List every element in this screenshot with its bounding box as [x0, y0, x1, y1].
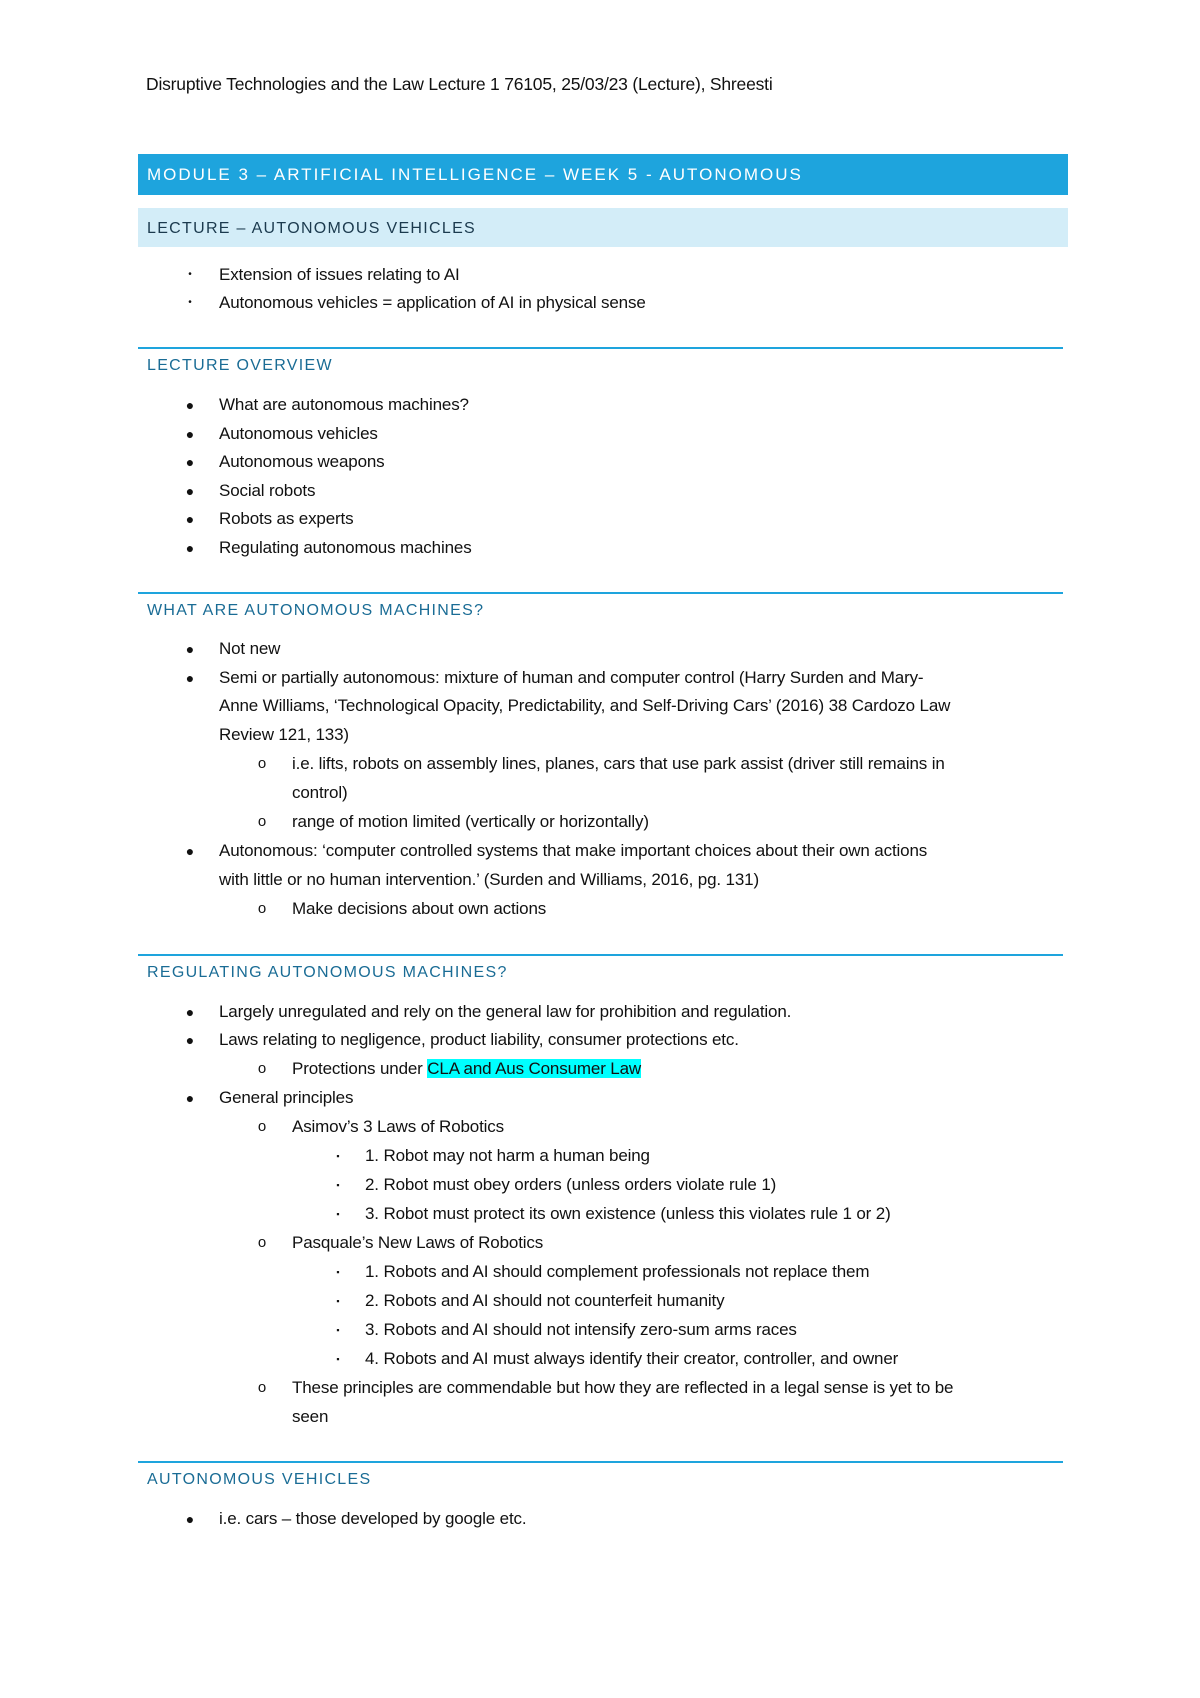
section-title-what: WHAT ARE AUTONOMOUS MACHINES?	[147, 602, 485, 619]
sub-bullet-icon: o	[257, 900, 267, 917]
bullet-icon: ●	[185, 426, 195, 442]
section-divider	[138, 347, 1063, 349]
square-bullet-icon: ▪	[336, 1267, 340, 1277]
bullet-icon: ●	[185, 1032, 195, 1048]
what-item: Autonomous: ‘computer controlled systems that make important choices about their own actions	[219, 841, 928, 860]
square-bullet-icon: ▪	[336, 1354, 340, 1364]
bullet-icon: ●	[185, 1090, 195, 1106]
regulating-item: Laws relating to negligence, product liability, consumer protections etc.	[219, 1030, 739, 1049]
sub-bullet-icon: o	[257, 1379, 267, 1396]
sub-bullet-icon: o	[257, 1118, 267, 1135]
what-item: Not new	[219, 639, 281, 658]
square-bullet-icon: ▪	[336, 1325, 340, 1335]
bullet-icon: ●	[185, 397, 195, 413]
regulating-subsubitem: 1. Robot may not harm a human being	[365, 1146, 650, 1165]
overview-item: Regulating autonomous machines	[219, 538, 472, 557]
regulating-subsubitem: 4. Robots and AI must always identify their creator, controller, and owner	[365, 1349, 899, 1368]
bullet-icon: •	[188, 269, 192, 280]
section-divider	[138, 954, 1063, 956]
intro-item: Autonomous vehicles = application of AI in physical sense	[219, 293, 646, 312]
regulating-subsubitem: 1. Robots and AI should complement professionals not replace them	[365, 1262, 870, 1281]
page-header: Disruptive Technologies and the Law Lecture 1 76105, 25/03/23 (Lecture), Shreesti	[146, 74, 773, 94]
section-divider	[138, 1461, 1063, 1463]
what-subitem: i.e. lifts, robots on assembly lines, planes, cars that use park assist (driver still remains in	[292, 754, 945, 773]
vehicles-item: i.e. cars – those developed by google etc.	[219, 1509, 527, 1528]
highlighted-text: CLA and Aus Consumer Law	[427, 1059, 642, 1078]
module-heading: MODULE 3 – ARTIFICIAL INTELLIGENCE – WEEK 5 - AUTONOMOUS	[138, 154, 1068, 195]
what-subitem: Make decisions about own actions	[292, 899, 547, 918]
bullet-icon: ●	[185, 540, 195, 556]
regulating-item: General principles	[219, 1088, 354, 1107]
overview-item: Autonomous vehicles	[219, 424, 378, 443]
square-bullet-icon: ▪	[336, 1180, 340, 1190]
regulating-subitem: Asimov’s 3 Laws of Robotics	[292, 1117, 505, 1136]
regulating-item: Largely unregulated and rely on the general law for prohibition and regulation.	[219, 1002, 792, 1021]
square-bullet-icon: ▪	[336, 1296, 340, 1306]
overview-item: What are autonomous machines?	[219, 395, 469, 414]
bullet-icon: ●	[185, 1004, 195, 1020]
regulating-subitem	[292, 1055, 641, 1084]
regulating-subsubitem: 3. Robots and AI should not intensify zero-sum arms races	[365, 1320, 797, 1339]
section-divider	[138, 592, 1063, 594]
sub-bullet-icon: o	[257, 755, 267, 772]
bullet-icon: ●	[185, 511, 195, 527]
bullet-icon: ●	[185, 1511, 195, 1527]
intro-item: Extension of issues relating to AI	[219, 265, 460, 284]
sub-bullet-icon: o	[257, 1234, 267, 1251]
section-title-overview: LECTURE OVERVIEW	[147, 357, 333, 374]
regulating-subsubitem: 2. Robots and AI should not counterfeit humanity	[365, 1291, 725, 1310]
what-subitem: range of motion limited (vertically or horizontally)	[292, 812, 649, 831]
bullet-icon: •	[188, 297, 192, 308]
regulating-subitem: These principles are commendable but how they are reflected in a legal sense is yet to be	[292, 1378, 954, 1397]
overview-item: Social robots	[219, 481, 316, 500]
square-bullet-icon: ▪	[336, 1209, 340, 1219]
sub-bullet-icon: o	[257, 1060, 267, 1077]
overview-item: Autonomous weapons	[219, 452, 385, 471]
sub-bullet-icon: o	[257, 813, 267, 830]
overview-item: Robots as experts	[219, 509, 354, 528]
what-item-cont: Review 121, 133)	[219, 725, 349, 744]
regulating-subsubitem: 3. Robot must protect its own existence (unless this violates rule 1 or 2)	[365, 1204, 891, 1223]
what-subitem-cont: control)	[292, 783, 348, 802]
regulating-subitem: Pasquale’s New Laws of Robotics	[292, 1233, 544, 1252]
bullet-icon: ●	[185, 843, 195, 859]
lecture-heading: LECTURE – AUTONOMOUS VEHICLES	[138, 208, 1068, 247]
regulating-subitem-cont: seen	[292, 1407, 329, 1426]
section-title-regulating: REGULATING AUTONOMOUS MACHINES?	[147, 964, 508, 981]
what-item: Semi or partially autonomous: mixture of human and computer control (Harry Surden and Mary-	[219, 668, 924, 687]
what-item-cont: with little or no human intervention.’ (Surden and Williams, 2016, pg. 131)	[219, 870, 759, 889]
square-bullet-icon: ▪	[336, 1151, 340, 1161]
bullet-icon: ●	[185, 670, 195, 686]
bullet-icon: ●	[185, 641, 195, 657]
bullet-icon: ●	[185, 454, 195, 470]
regulating-subsubitem: 2. Robot must obey orders (unless orders violate rule 1)	[365, 1175, 777, 1194]
bullet-icon: ●	[185, 483, 195, 499]
what-item-cont: Anne Williams, ‘Technological Opacity, Predictability, and Self-Driving Cars’ (2016) 38 Cardozo Law	[219, 696, 951, 715]
section-title-vehicles: AUTONOMOUS VEHICLES	[147, 1471, 372, 1488]
regulating-subitem-text: Protections under	[292, 1059, 423, 1078]
